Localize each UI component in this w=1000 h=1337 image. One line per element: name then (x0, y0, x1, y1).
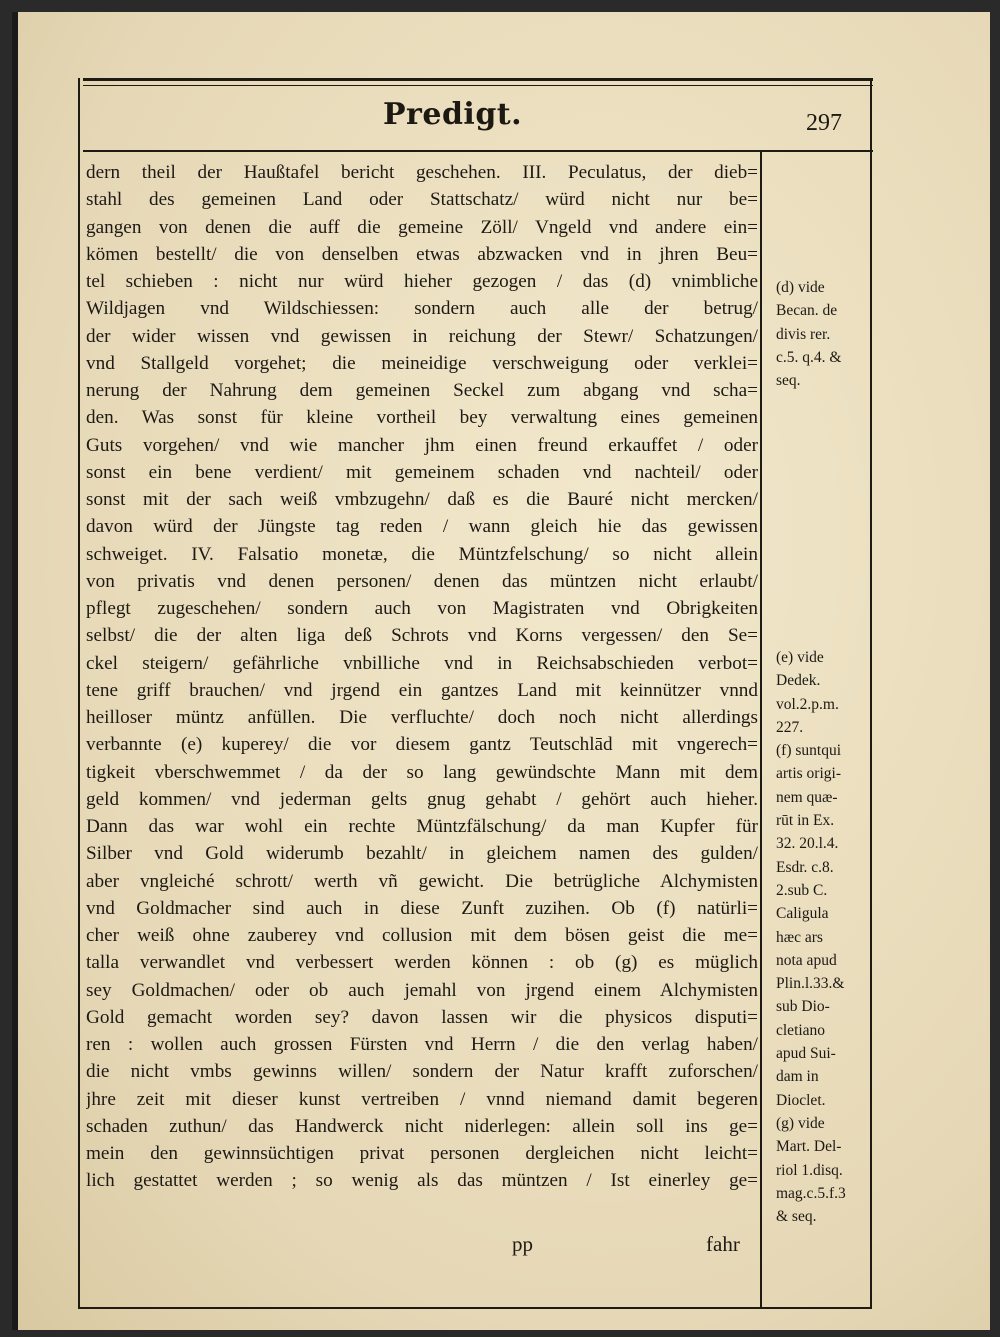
note-line: 227. (776, 718, 804, 736)
text-line: schweiget. IV. Falsatio monetæ, die Müntzfelschung/ so nicht allein (86, 543, 758, 565)
running-head: Predigt. (383, 97, 523, 132)
text-line: ren : wollen auch grossen Fürsten vnd Herrn / die den verlag haben/ (86, 1034, 758, 1055)
note-line: (e) vide (776, 649, 824, 666)
text-line: cher weiß ohne zauberey vnd collusion mit dem bösen geist die me= (86, 925, 758, 946)
margin-note-d (776, 276, 868, 392)
note-line: artis origi- (776, 765, 841, 783)
text-line: pflegt zugeschehen/ sondern auch von Magistraten vnd Obrigkeiten (86, 598, 758, 619)
text-line: stahl des gemeinen Land oder Stattschatz/ würd nicht nur be= (86, 189, 758, 211)
top-rule (83, 78, 873, 81)
text-line: der wider wissen vnd gewissen in reichung der Stewr/ Schatzungen/ (86, 325, 758, 347)
page-number: 297 (806, 110, 842, 136)
top-rule-thin (83, 85, 873, 86)
note-line: (d) vide (776, 279, 825, 296)
header-rule (83, 150, 873, 152)
note-line: cletiano (776, 1021, 826, 1039)
bottom-rule (78, 1307, 872, 1309)
text-line: verbannte (e) kuperey/ die vor diesem gantz Teutschlād mit vngerech= (86, 734, 758, 756)
text-line: nerung der Nahrung dem gemeinen Seckel zum abgang vnd scha= (86, 380, 758, 401)
note-line: apud Sui- (776, 1045, 836, 1063)
text-line: tigkeit vberschwemmet / da der so lang gewündschte Mann mit dem (86, 761, 758, 783)
text-line: Silber vnd Gold widerumb bezahlt/ in gleichem namen des gulden/ (86, 843, 758, 865)
text-line: talla verwandlet vnd verbessert werden können : ob (g) es müglich (86, 952, 758, 974)
text-line: Gold gemacht worden sey? davon lassen wir die physicos disputi= (86, 1006, 758, 1028)
text-line: ckel steigern/ gefährliche vnbilliche vnd in Reichsabschieden verbot= (86, 652, 758, 674)
note-line: Dioclet. (776, 1091, 826, 1109)
text-line: selbst/ die der alten liga deß Schrots vnd Korns vergessen/ den Se= (86, 625, 758, 647)
note-line: Caligula (776, 905, 829, 923)
note-line: divis rer. (776, 325, 831, 343)
note-line: 2.sub C. (776, 881, 828, 899)
note-line: nota apud (776, 951, 837, 969)
main-text-column (86, 159, 758, 1195)
note-line: vol.2.p.m. (776, 695, 839, 713)
margin-notes-e-f-g (776, 646, 868, 1228)
text-line: Guts vorgehen/ vnd wie mancher jhm einen freund erkauffet / oder (86, 434, 758, 456)
text-line: jhre zeit mit dieser kunst vertreiben / vnnd niemand damit begeren (86, 1088, 758, 1110)
text-line: sonst mit der sach weiß vmbzugehn/ daß es die Bauré nicht mercken/ (86, 489, 758, 510)
text-line: sonst ein bene verdient/ mit gemeinem schaden vnd nachteil/ oder (86, 461, 758, 483)
note-line: Dedek. (776, 672, 821, 690)
note-line: (g) vide (776, 1114, 825, 1132)
catchword: fahr (706, 1232, 740, 1256)
note-line: Esdr. c.8. (776, 858, 834, 876)
text-line: Dann das war wohl ein rechte Müntzfälschung/ da man Kupfer für (86, 816, 758, 837)
margin-divider-rule (760, 152, 762, 1307)
text-line: aber vngleiché schrott/ werth vñ gewicht. Die betrügliche Alchymisten (86, 870, 758, 892)
text-line: lich gestattet werden ; so wenig als das müntzen / Ist einerley ge= (86, 1170, 758, 1192)
note-line: Becan. de (776, 302, 838, 320)
text-line: dern theil der Haußtafel bericht geschehen. III. Peculatus, der dieb= (86, 162, 758, 183)
book-page (12, 12, 990, 1330)
note-line: 32. 20.l.4. (776, 835, 839, 853)
note-line: seq. (776, 372, 801, 390)
note-line: hæc ars (776, 928, 823, 946)
note-line: riol 1.disq. (776, 1161, 843, 1179)
right-frame-rule (870, 78, 872, 1308)
text-line: davon würd der Jüngste tag reden / wann gleich hie das gewissen (86, 516, 758, 538)
left-frame-rule (78, 78, 80, 1308)
note-line: & seq. (776, 1208, 817, 1226)
text-line: vnd Stallgeld vorgehet; die meineidige verschweigung oder verklei= (86, 352, 758, 374)
text-line: kömen bestellt/ die von denselben etwas abzwacken vnd in jhren Beu= (86, 243, 758, 265)
text-line: tene griff brauchen/ vnd jrgend ein gantzes Land mit keinnützer vnnd (86, 679, 758, 701)
text-line: die nicht vmbs gewinns willen/ sondern der Natur krafft zuforschen/ (86, 1061, 758, 1083)
note-line: nem quæ- (776, 788, 838, 806)
note-line: (f) suntqui (776, 742, 842, 760)
text-line: geld kommen/ vnd jederman gelts gnug gehabt / gehört auch hieher. (86, 788, 758, 810)
text-line: heilloser müntz anfüllen. Die verfluchte/ doch noch nicht allerdings (86, 707, 758, 728)
note-line: sub Dio- (776, 998, 830, 1016)
note-line: rūt in Ex. (776, 812, 835, 830)
note-line: mag.c.5.f.3 (776, 1184, 846, 1202)
note-line: Plin.l.33.& (776, 975, 845, 993)
note-line: dam in (776, 1068, 819, 1086)
note-line: c.5. q.4. & (776, 348, 842, 366)
text-line: schaden zuthun/ das Handwerck nicht niderlegen: allein soll ins ge= (86, 1115, 758, 1137)
text-line: Wildjagen vnd Wildschiessen: sondern auch alle der betrug/ (86, 298, 758, 320)
note-line: Mart. Del- (776, 1138, 842, 1156)
text-line: tel schieben : nicht nur würd hieher gezogen / das (d) vnimbliche (86, 271, 758, 292)
text-line: den. Was sonst für kleine vortheil bey verwaltung eines gemeinen (86, 407, 758, 429)
text-line: vnd Goldmacher sind auch in diese Zunft zuzihen. Ob (f) natürli= (86, 897, 758, 919)
text-line: mein den gewinnsüchtigen privat personen dergleichen nicht leicht= (86, 1143, 758, 1164)
text-line: sey Goldmachen/ oder ob auch jemahl von jrgend einem Alchymisten (86, 979, 758, 1001)
text-line: gangen von denen die auff die gemeine Zöll/ Vngeld vnd andere ein= (86, 216, 758, 238)
signature-mark: pp (512, 1232, 533, 1256)
text-line: von privatis vnd denen personen/ denen das müntzen nicht erlaubt/ (86, 570, 758, 592)
